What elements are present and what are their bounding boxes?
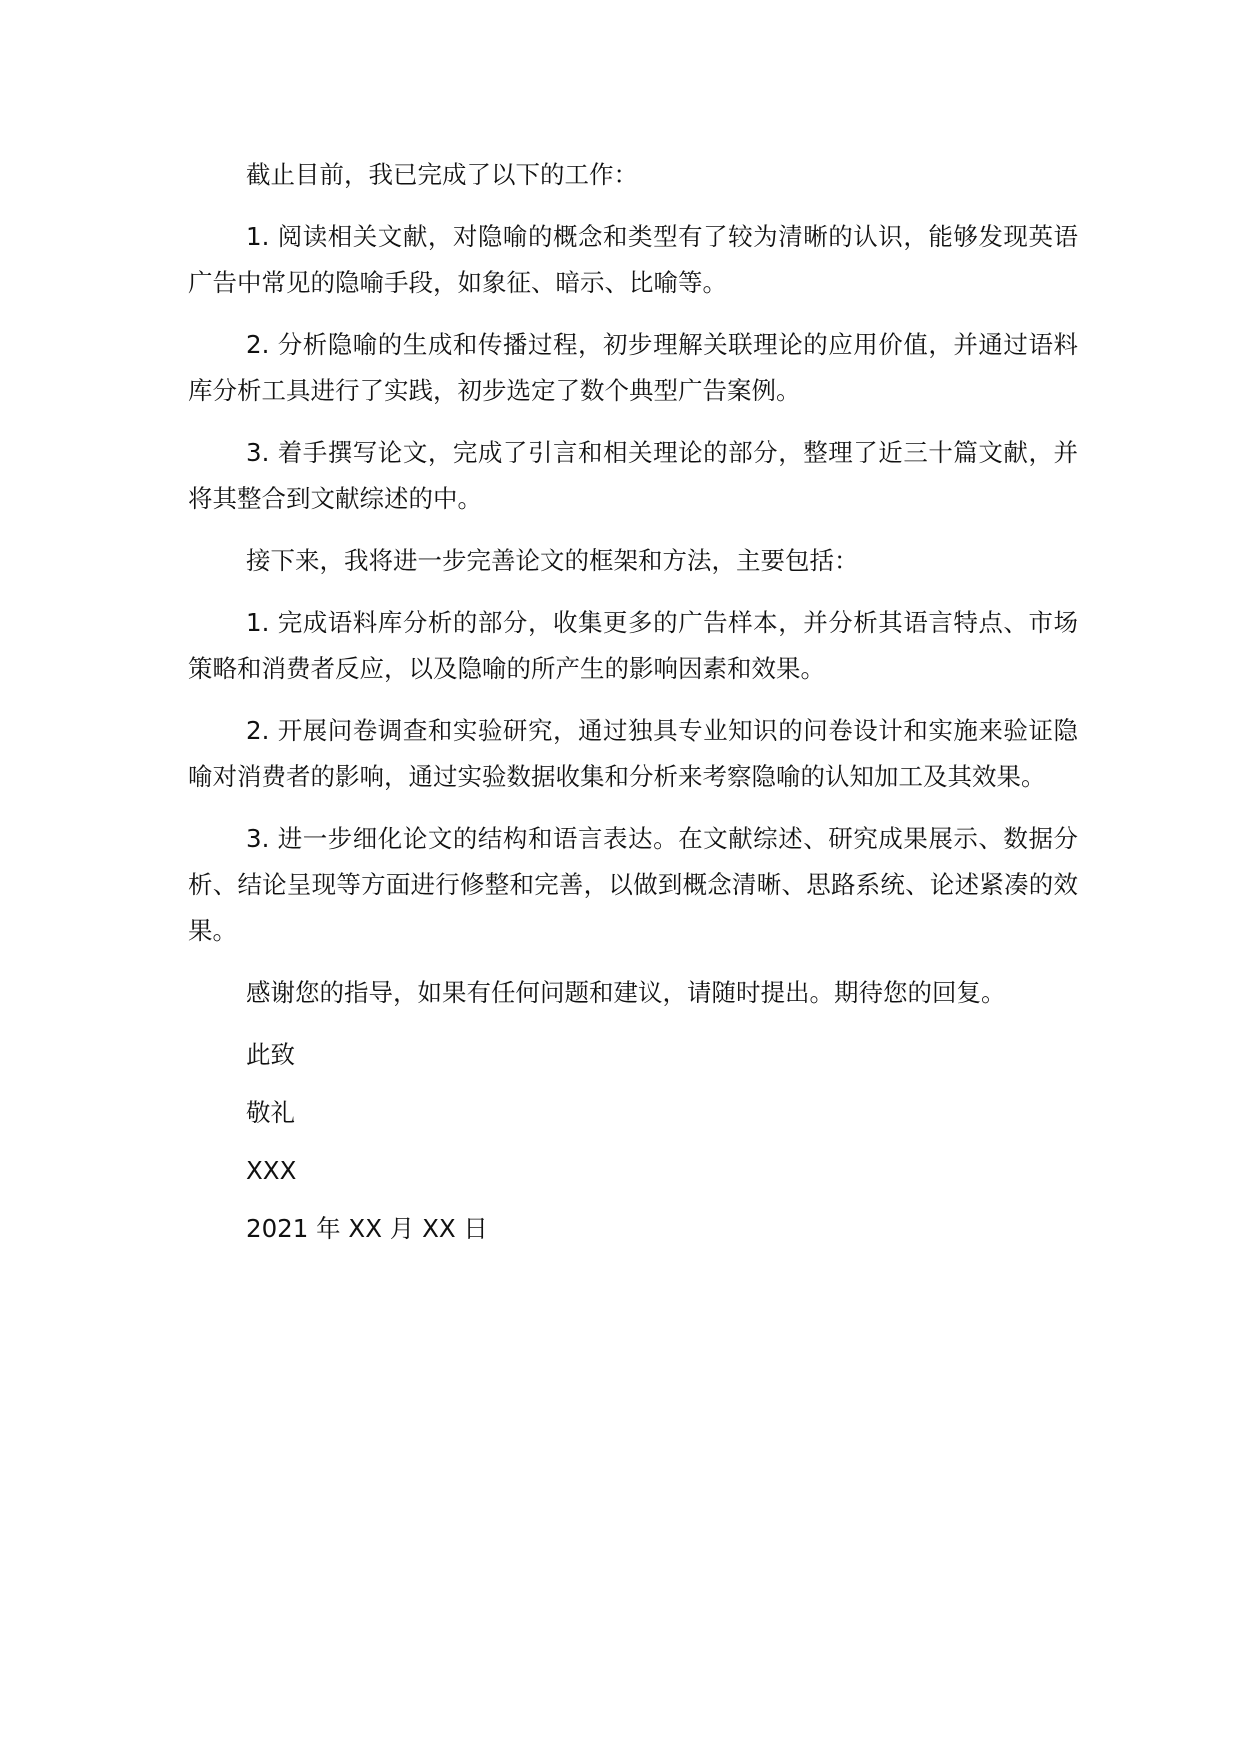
paragraph-progress-intro: 截止目前，我已完成了以下的工作： (246, 160, 638, 189)
paragraph-done-item-3: 3. 着手撰写论文，完成了引言和相关理论的部分，整理了近三十篇文献，并将其整合到文献综述的中。 (188, 438, 1078, 513)
paragraph-done-item-1: 1. 阅读相关文献，对隐喻的概念和类型有了较为清晰的认识，能够发现英语广告中常见的隐喻手段，如象征、暗示、比喻等。 (188, 222, 1078, 297)
paragraph-thanks: 感谢您的指导，如果有任何问题和建议，请随时提出。期待您的回复。 (246, 978, 1006, 1007)
paragraph-done-item-2: 2. 分析隐喻的生成和传播过程，初步理解关联理论的应用价值，并通过语料库分析工具进行了实践，初步选定了数个典型广告案例。 (188, 330, 1078, 405)
letter-date: 2021 年 XX 月 XX 日 (246, 1214, 488, 1243)
closing-salutation-2: 敬礼 (246, 1098, 295, 1127)
paragraph-plan-item-1: 1. 完成语料库分析的部分，收集更多的广告样本，并分析其语言特点、市场策略和消费者反应，以及隐喻的所产生的影响因素和效果。 (188, 608, 1078, 683)
signature: XXX (246, 1156, 297, 1185)
paragraph-plan-item-2: 2. 开展问卷调查和实验研究，通过独具专业知识的问卷设计和实施来验证隐喻对消费者的影响，通过实验数据收集和分析来考察隐喻的认知加工及其效果。 (188, 716, 1078, 791)
paragraph-plan-item-3: 3. 进一步细化论文的结构和语言表达。在文献综述、研究成果展示、数据分析、结论呈现等方面进行修整和完善，以做到概念清晰、思路系统、论述紧凑的效果。 (188, 824, 1078, 945)
letter-body (188, 152, 1078, 1264)
paragraph-plan-intro: 接下来，我将进一步完善论文的框架和方法，主要包括： (246, 546, 859, 575)
closing-salutation-1: 此致 (246, 1040, 295, 1069)
